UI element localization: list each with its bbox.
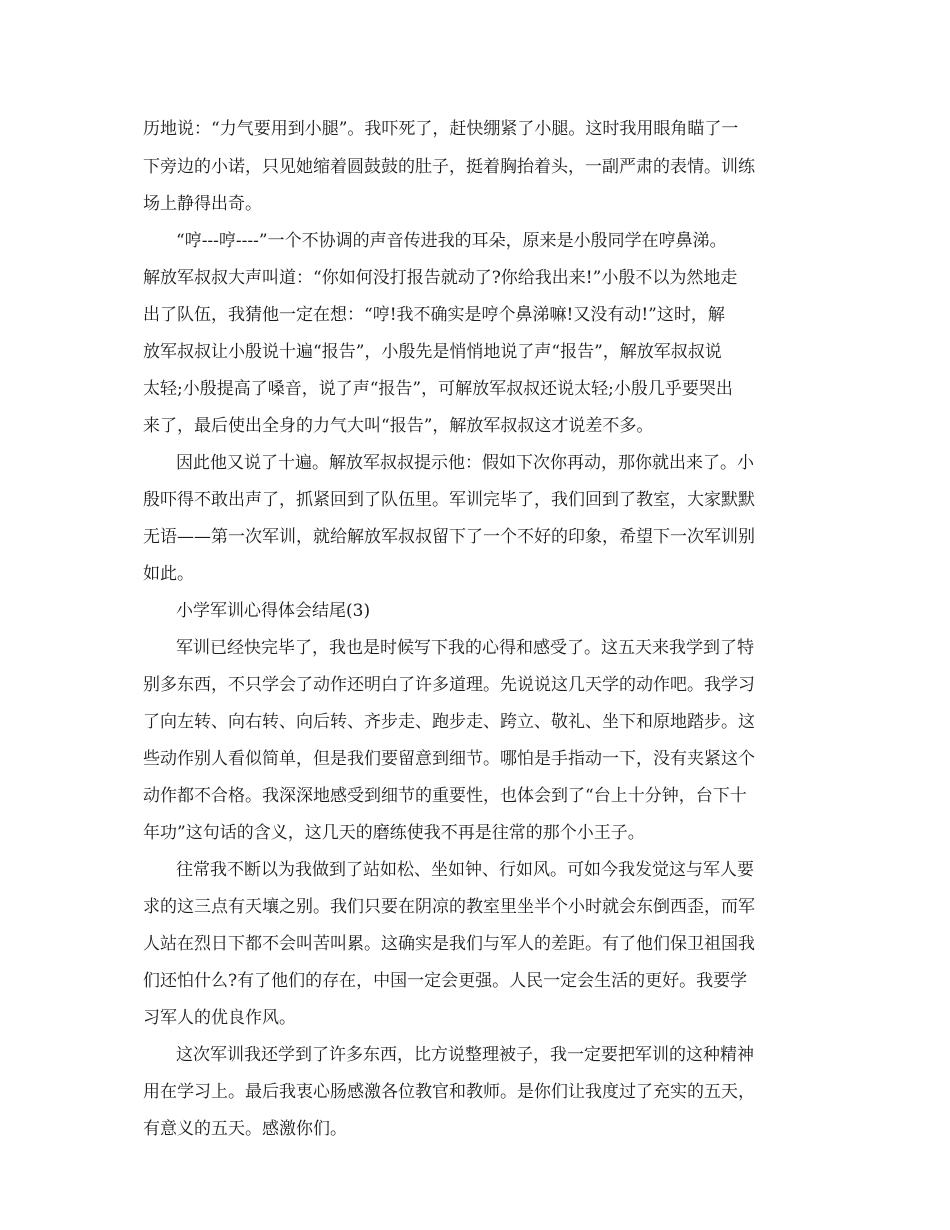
text-line: 有意义的五天。感激你们。 [143, 1119, 347, 1139]
text-line: 来了，最后使出全身的力气大叫“报告”，解放军叔叔这才说差不多。 [143, 416, 654, 436]
text-line: 人站在烈日下都不会叫苦叫累。这确实是我们与军人的差距。有了他们保卫祖国我 [143, 934, 755, 954]
text-line: 场上静得出奇。 [143, 194, 262, 214]
text-line: 别多东西，不只学会了动作还明白了许多道理。先说说这几天学的动作吧。我学习 [143, 675, 755, 695]
text-line: 年功”这句话的含义，这几天的磨练使我不再是往常的那个小王子。 [143, 823, 645, 843]
text-line: 习军人的优良作风。 [143, 1008, 296, 1028]
text-line: 如此。 [143, 564, 194, 584]
text-line: 动作都不合格。我深深地感受到细节的重要性，也体会到了“台上十分钟，台下十 [143, 786, 747, 806]
text-line: 这次军训我还学到了许多东西，比方说整理被子，我一定要把军训的这种精神 [176, 1045, 754, 1065]
text-line: 太轻;小殷提高了嗓音，说了声“报告”，可解放军叔叔还说太轻;小殷几乎要哭出 [143, 379, 733, 399]
text-line: 求的这三点有天壤之别。我们只要在阴凉的教室里坐半个小时就会东倒西歪，而军 [143, 897, 755, 917]
text-line: 因此他又说了十遍。解放军叔叔提示他：假如下次你再动，那你就出来了。小 [176, 453, 754, 473]
text-line: 放军叔叔让小殷说十遍“报告”，小殷先是悄悄地说了声“报告”，解放军叔叔说 [143, 342, 722, 362]
text-line: 殷吓得不敢出声了，抓紧回到了队伍里。军训完毕了，我们回到了教室，大家默默 [143, 490, 755, 510]
text-line: 历地说：“力气要用到小腿”。我吓死了，赶快绷紧了小腿。这时我用眼角瞄了一 [143, 119, 739, 139]
text-line: 些动作别人看似简单，但是我们要留意到细节。哪怕是手指动一下，没有夹紧这个 [143, 749, 755, 769]
text-line: 们还怕什么?有了他们的存在，中国一定会更强。人民一定会生活的更好。我要学 [143, 971, 748, 991]
text-line: 用在学习上。最后我衷心肠感激各位教官和教师。是你们让我度过了充实的五天， [143, 1082, 755, 1102]
text-line: 出了队伍，我猜他一定在想：“哼!我不确实是哼个鼻涕嘛!又没有动!”这时，解 [143, 305, 725, 325]
text-line: 往常我不断以为我做到了站如松、坐如钟、行如风。可如今我发觉这与军人要 [176, 860, 754, 880]
text-line: “哼---哼----”一个不协调的声音传进我的耳朵，原来是小殷同学在哼鼻涕。 [176, 231, 727, 251]
text-line: 解放军叔叔大声叫道：“你如何没打报告就动了?你给我出来!”小殷不以为然地走 [143, 268, 738, 288]
section-heading: 小学军训心得体会结尾(3) [176, 601, 371, 621]
text-line: 了向左转、向右转、向后转、齐步走、跑步走、跨立、敬礼、坐下和原地踏步。这 [143, 712, 755, 732]
text-line: 下旁边的小诺，只见她缩着圆鼓鼓的肚子，挺着胸抬着头，一副严肃的表情。训练 [143, 157, 755, 177]
text-line: 军训已经快完毕了，我也是时候写下我的心得和感受了。这五天来我学到了特 [176, 638, 754, 658]
text-line: 无语——第一次军训，就给解放军叔叔留下了一个不好的印象，希望下一次军训别 [143, 527, 755, 547]
